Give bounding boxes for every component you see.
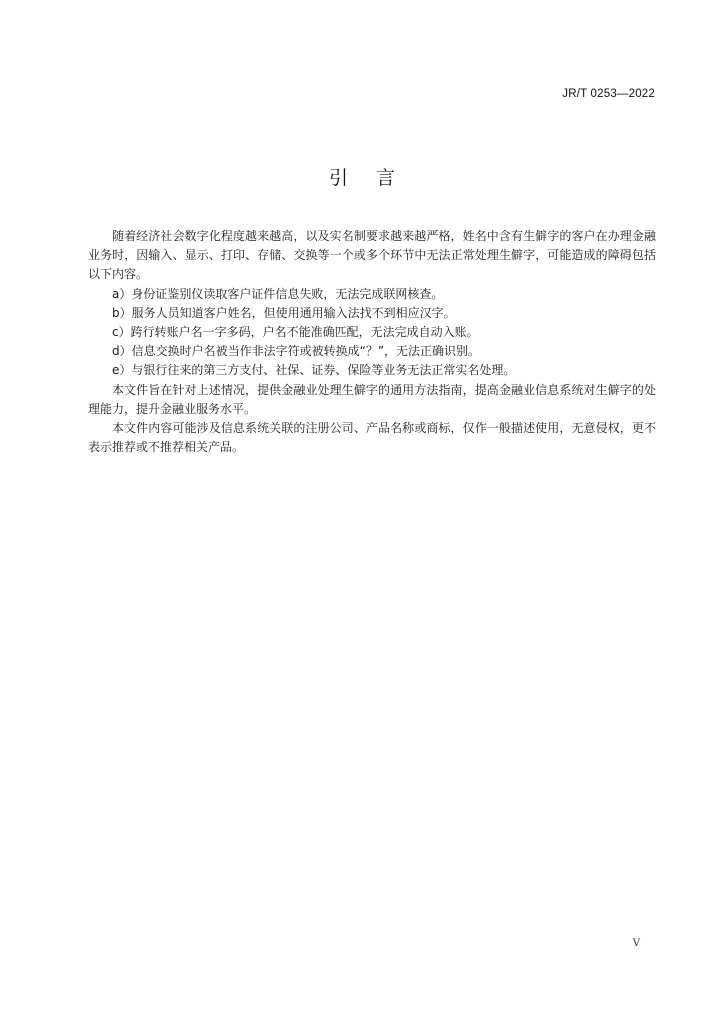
- list-item-d: d）信息交换时户名被当作非法字符或被转换成“？”，无法正确识别。: [112, 344, 481, 359]
- list-item-a: a）身份证鉴别仪读取客户证件信息失败，无法完成联网核查。: [112, 286, 444, 301]
- list-item-e: e）与银行往来的第三方支付、社保、证券、保险等业务无法正常实名处理。: [112, 363, 516, 378]
- introduction-body: [88, 227, 656, 457]
- section-title: 引言: [328, 167, 423, 189]
- intro-paragraph-1: 随着经济社会数字化程度越来越高，以及实名制要求越来越严格，姓名中含有生僻字的客户在办理金融业务时，因输入、显示、打印、存储、交换等一个或多个环节中无法正常处理生僻字，可能造成的障碍包括以下内容。: [88, 229, 656, 282]
- page-number: V: [632, 938, 640, 949]
- document-code: JR/T 0253—2022: [562, 88, 655, 100]
- intro-paragraph-3: 本文件内容可能涉及信息系统关联的注册公司、产品名称或商标，仅作一般描述使用，无意侵权，更不表示推荐或不推荐相关产品。: [88, 421, 656, 455]
- list-item-c: c）跨行转账户名一字多码，户名不能准确匹配，无法完成自动入账。: [112, 325, 479, 340]
- list-item-b: b）服务人员知道客户姓名，但使用通用输入法找不到相应汉字。: [112, 305, 456, 320]
- intro-paragraph-2: 本文件旨在针对上述情况，提供金融业处理生僻字的通用方法指南，提高金融业信息系统对生僻字的处理能力，提升金融业服务水平。: [88, 382, 656, 416]
